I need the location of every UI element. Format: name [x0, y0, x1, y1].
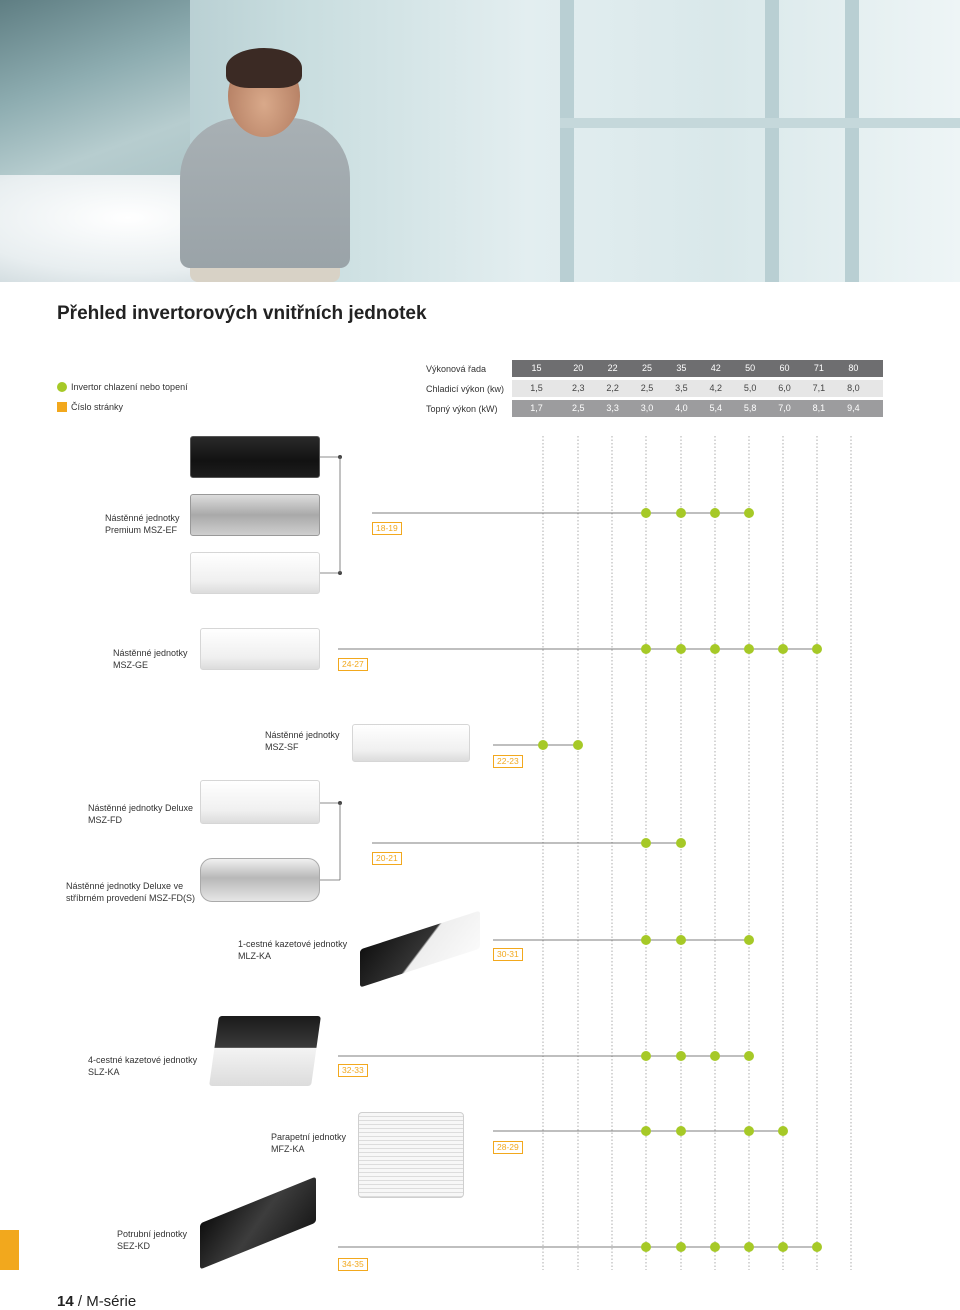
page-tag-mlz-ka: 30-31: [493, 948, 523, 961]
availability-dot: [744, 1242, 754, 1252]
availability-dot: [641, 1051, 651, 1061]
availability-dot: [778, 644, 788, 654]
availability-dot: [710, 1242, 720, 1252]
availability-dot: [676, 935, 686, 945]
availability-dot: [641, 1126, 651, 1136]
series-cell: 71: [813, 363, 824, 373]
availability-dot: [676, 1242, 686, 1252]
series-cell: 35: [676, 363, 687, 373]
page-tag-msz-ef: 18-19: [372, 522, 402, 535]
page-title: Přehled invertorových vnitřních jednotek: [57, 303, 427, 324]
heat-cell: 8,1: [812, 403, 826, 413]
series-cell: 50: [745, 363, 756, 373]
series-cell: 60: [779, 363, 790, 373]
series-cell: 22: [607, 363, 618, 373]
availability-dot: [744, 1126, 754, 1136]
availability-dot: [676, 644, 686, 654]
product-label-msz-fds: Nástěnné jednotky Deluxe ve stříbrném provedení MSZ-FD(S): [66, 881, 196, 903]
cool-cell: 2,2: [606, 383, 619, 393]
msz-ef-silver-image: [190, 494, 320, 536]
availability-dot: [641, 1242, 651, 1252]
msz-fds-image: [200, 858, 320, 902]
availability-dot: [641, 935, 651, 945]
availability-dot: [744, 508, 754, 518]
product-label-msz-ef: Nástěnné jednotky Premium MSZ-EF: [105, 513, 180, 535]
cool-cell: 2,3: [571, 383, 585, 393]
legend-page-label: Číslo stránky: [71, 402, 124, 412]
availability-dot: [538, 740, 548, 750]
availability-dot: [778, 1126, 788, 1136]
series-cell: 25: [641, 363, 652, 373]
heat-cell: 3,0: [640, 403, 654, 413]
cool-cell: 7,1: [812, 383, 826, 393]
heat-cell: 5,4: [709, 403, 723, 413]
availability-dot: [744, 644, 754, 654]
msz-fd-image: [200, 780, 320, 824]
msz-ge-image: [200, 628, 320, 670]
availability-dot: [676, 1126, 686, 1136]
cool-cell: 4,2: [709, 383, 723, 393]
cool-cell: 6,0: [778, 383, 791, 393]
availability-dot: [710, 1051, 720, 1061]
heat-cell: 2,5: [571, 403, 585, 413]
product-label-mfz-ka: Parapetní jednotky MFZ-KA: [271, 1132, 347, 1154]
msz-sf-image: [352, 724, 470, 762]
series-cell: 80: [848, 363, 859, 373]
msz-ef-black-image: [190, 436, 320, 478]
availability-dot: [710, 644, 720, 654]
availability-dot: [778, 1242, 788, 1252]
page-tag-mfz-ka: 28-29: [493, 1141, 523, 1154]
cool-cell: 2,5: [640, 383, 654, 393]
footer-page-number: 14: [57, 1293, 74, 1310]
product-label-slz-ka: 4-cestné kazetové jednotky SLZ-KA: [88, 1055, 198, 1077]
availability-dot: [744, 1051, 754, 1061]
series-label: Výkonová řada: [426, 364, 487, 374]
page-tag-msz-fd: 20-21: [372, 852, 402, 865]
heat-cell: 4,0: [675, 403, 688, 413]
heat-cell: 9,4: [847, 403, 860, 413]
availability-dot: [812, 1242, 822, 1252]
availability-dot: [676, 838, 686, 848]
availability-dot: [744, 935, 754, 945]
msz-ef-white-image: [190, 552, 320, 594]
cool-label: Chladicí výkon (kw): [426, 384, 505, 394]
legend-invertor-label: Invertor chlazení nebo topení: [71, 382, 188, 392]
footer-series: / M-série: [77, 1293, 137, 1310]
availability-dot: [676, 1051, 686, 1061]
availability-dot: [641, 644, 651, 654]
heat-label: Topný výkon (kW): [426, 404, 498, 414]
product-label-msz-fd: Nástěnné jednotky Deluxe MSZ-FD: [88, 803, 194, 825]
product-label-msz-ge: Nástěnné jednotky MSZ-GE: [113, 648, 188, 670]
cool-cell: 5,0: [743, 383, 757, 393]
product-label-sez-kd: Potrubní jednotky SEZ-KD: [117, 1229, 188, 1251]
product-label-msz-sf: Nástěnné jednotky MSZ-SF: [265, 730, 340, 752]
heat-cell: 7,0: [778, 403, 791, 413]
page-tag-sez-kd: 34-35: [338, 1258, 368, 1271]
series-cell: 15: [531, 363, 542, 373]
availability-dot: [676, 508, 686, 518]
cool-cell: 1,5: [530, 383, 543, 393]
availability-dot: [812, 644, 822, 654]
series-cell: 20: [573, 363, 584, 373]
product-label-mlz-ka: 1-cestné kazetové jednotky MLZ-KA: [238, 939, 348, 961]
slz-ka-image: [209, 1016, 321, 1086]
heat-cell: 1,7: [530, 403, 543, 413]
page-tag-slz-ka: 32-33: [338, 1064, 368, 1077]
mfz-ka-image: [358, 1112, 464, 1198]
cool-cell: 8,0: [847, 383, 860, 393]
page-tag-msz-ge: 24-27: [338, 658, 368, 671]
page-tag-msz-sf: 22-23: [493, 755, 523, 768]
heat-cell: 5,8: [743, 403, 757, 413]
heat-cell: 3,3: [606, 403, 619, 413]
availability-dot: [641, 838, 651, 848]
cool-cell: 3,5: [675, 383, 688, 393]
series-cell: 42: [710, 363, 721, 373]
page-edge-marker: [0, 1230, 19, 1270]
footer: [57, 1293, 136, 1310]
availability-dot: [573, 740, 583, 750]
availability-dot: [641, 508, 651, 518]
availability-dot: [710, 508, 720, 518]
